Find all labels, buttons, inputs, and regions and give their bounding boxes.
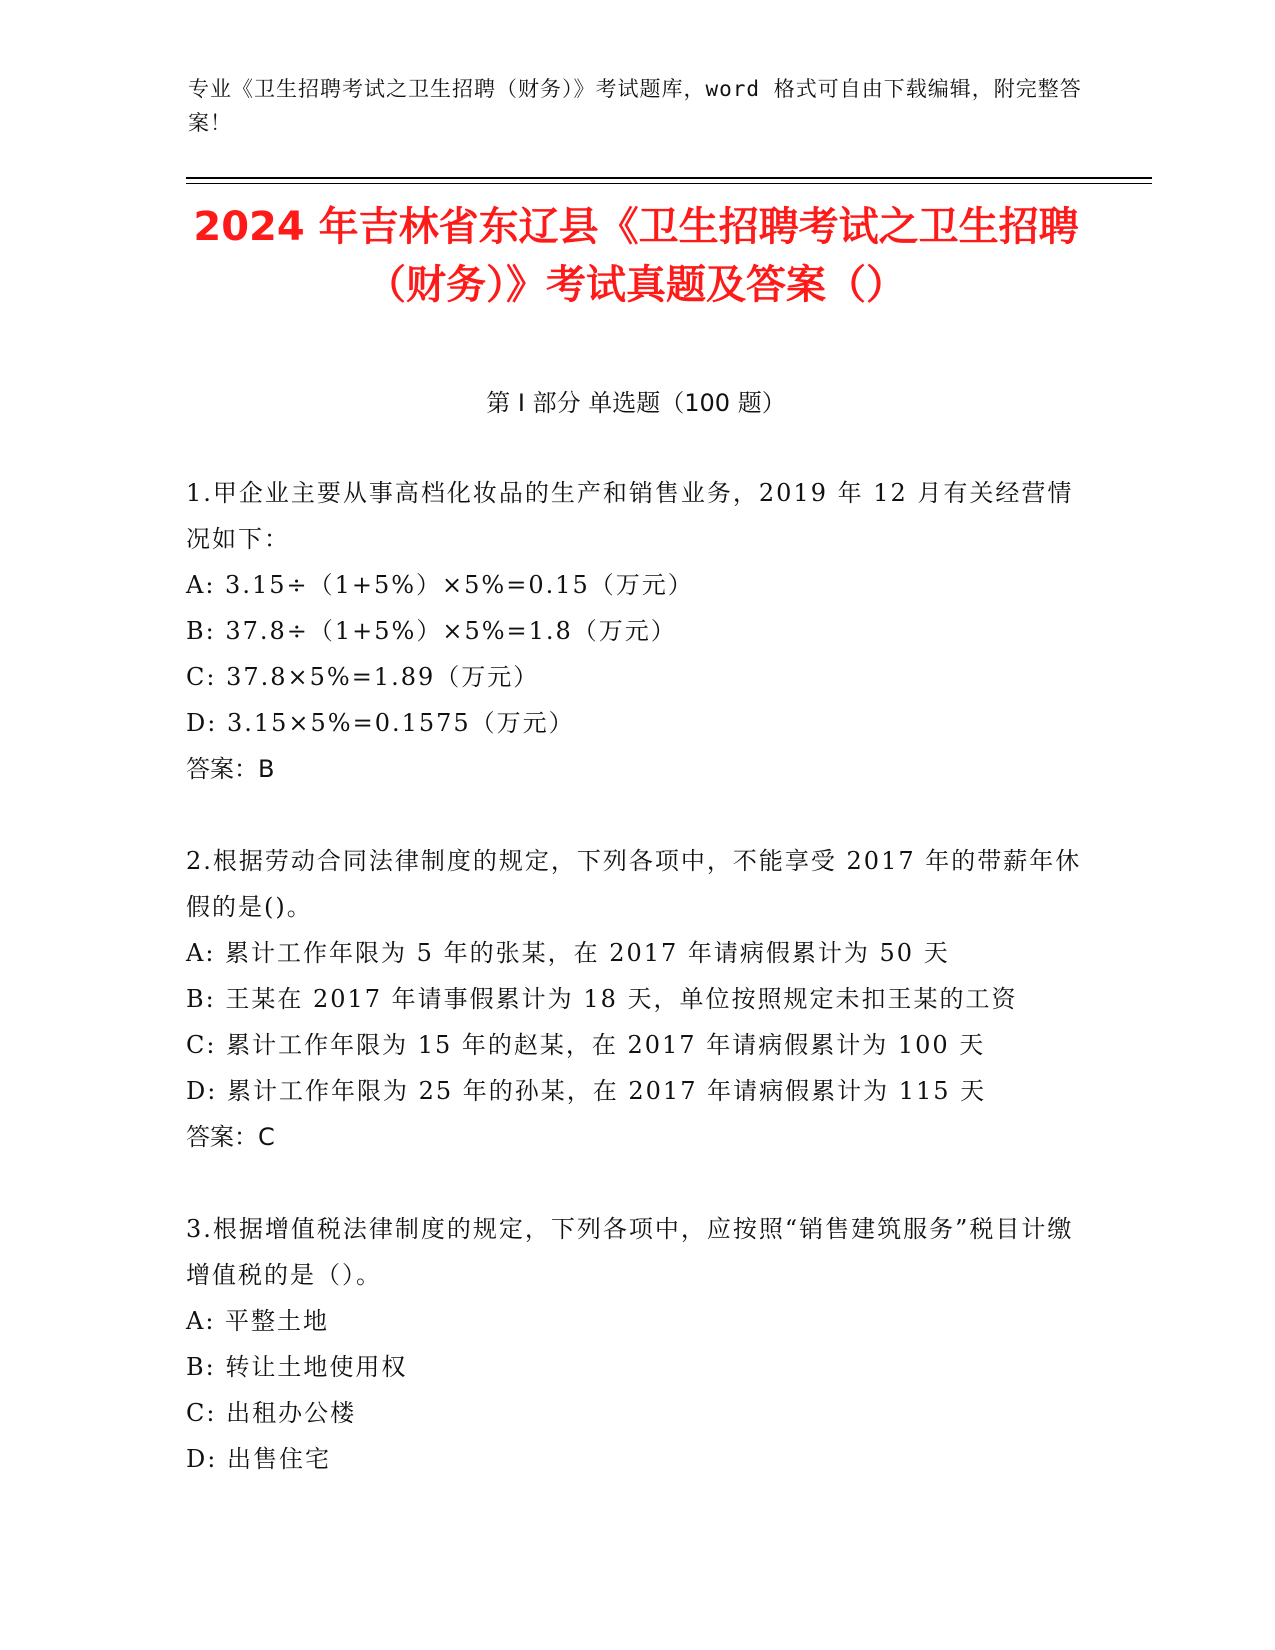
option-b: B: 王某在 2017 年请事假累计为 18 天，单位按照规定未扣王某的工资 [186,985,1018,1013]
answer: 答案：B [186,755,275,783]
answer: 答案：C [186,1123,275,1151]
question-stem: 1.甲企业主要从事高档化妆品的生产和销售业务，2019 年 12 月有关经营情况如下： [186,479,1074,553]
option-d: D: 累计工作年限为 25 年的孙某，在 2017 年请病假累计为 115 天 [186,1077,987,1105]
option-b: B: 转让土地使用权 [186,1353,408,1381]
question-2 [186,838,1086,1160]
question-3 [186,1206,1086,1482]
question-stem: 3.根据增值税法律制度的规定，下列各项中，应按照“销售建筑服务”税目计缴增值税的是（）。 [186,1215,1074,1289]
option-d: D: 出售住宅 [186,1445,331,1473]
option-a: A: 平整土地 [186,1307,330,1335]
header-rule-thin [186,183,1152,184]
document-title: 2024 年吉林省东辽县《卫生招聘考试之卫生招聘（财务）》考试真题及答案（） [193,204,1079,308]
question-list [186,470,1086,1528]
header-note: 专业《卫生招聘考试之卫生招聘（财务）》考试题库，word 格式可自由下载编辑，附完整答案！ [188,77,1082,135]
question-1 [186,470,1086,792]
option-a: A: 3.15÷（1+5%）×5%=0.15（万元） [186,571,694,599]
question-stem: 2.根据劳动合同法律制度的规定，下列各项中，不能享受 2017 年的带薪年休假的是()。 [186,847,1082,921]
section-heading: 第 I 部分 单选题（100 题） [486,389,786,417]
option-b: B: 37.8÷（1+5%）×5%=1.8（万元） [186,617,677,645]
option-c: C: 37.8×5%=1.89（万元） [186,663,540,691]
option-d: D: 3.15×5%=0.1575（万元） [186,709,575,737]
option-c: C: 出租办公楼 [186,1399,357,1427]
option-a: A: 累计工作年限为 5 年的张某，在 2017 年请病假累计为 50 天 [186,939,950,967]
option-c: C: 累计工作年限为 15 年的赵某，在 2017 年请病假累计为 100 天 [186,1031,986,1059]
header-rule-thick [186,177,1152,179]
